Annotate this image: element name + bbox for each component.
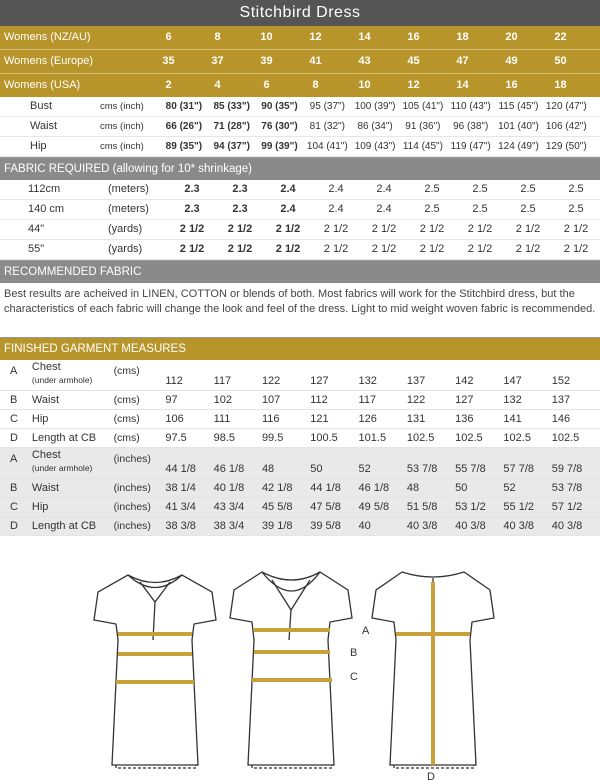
garment-value: 97.5 — [165, 432, 187, 444]
size-value: 6 — [263, 79, 270, 91]
fabric-value: 2.3 — [232, 183, 248, 195]
garment-value: 57 7/8 — [503, 463, 535, 475]
garment-value: 47 5/8 — [310, 501, 341, 513]
size-value: 8 — [312, 79, 319, 91]
garment-value: 40 — [358, 520, 371, 532]
fabric-width: 112cm — [28, 183, 61, 195]
measure-value: 89 (35") — [165, 141, 203, 152]
garment-value: 46 1/8 — [213, 463, 245, 475]
garment-value: 102.5 — [455, 432, 483, 444]
measure-unit: cms (inch) — [100, 141, 144, 152]
size-value: 14 — [358, 31, 371, 43]
measure-value: 66 (26") — [165, 121, 203, 132]
garment-value: 132 — [503, 394, 522, 406]
garment-value: 101.5 — [358, 432, 387, 444]
measure-name: Hip — [30, 140, 47, 152]
fabric-unit: (yards) — [108, 243, 143, 255]
size-value: 4 — [214, 79, 221, 91]
garment-value: 100.5 — [310, 432, 338, 444]
fabric-value: 2.5 — [520, 183, 536, 195]
garment-value: 99.5 — [261, 432, 284, 444]
fabric-row — [0, 180, 600, 200]
measure-value: 81 (32") — [309, 121, 345, 132]
garment-value: 40 3/8 — [551, 520, 583, 532]
garment-value: 40 3/8 — [503, 520, 535, 532]
fabric-value: 2 1/2 — [515, 243, 541, 255]
fabric-unit: (meters) — [108, 183, 149, 195]
garment-value: 44 1/8 — [310, 482, 341, 494]
size-value: 14 — [456, 79, 469, 91]
fabric-value: 2.5 — [472, 203, 488, 215]
size-value: 22 — [554, 31, 567, 43]
fabric-value: 2.4 — [280, 203, 296, 215]
fabric-value: 2.4 — [376, 203, 392, 215]
fabric-row — [0, 220, 600, 240]
fabric-required-heading: FABRIC REQUIRED (allowing for 10* shrinkage) — [0, 157, 600, 180]
garment-row — [0, 429, 600, 448]
size-value: 18 — [554, 79, 567, 91]
garment-value: 116 — [261, 413, 280, 425]
size-value: 35 — [162, 55, 175, 67]
garment-row — [0, 517, 600, 536]
garment-value: 45 5/8 — [261, 501, 293, 513]
size-row — [0, 74, 600, 97]
garment-value: 106 — [165, 413, 184, 425]
garment-value: 117 — [358, 394, 377, 406]
fabric-value: 2 1/2 — [467, 243, 493, 255]
fabric-width: 44" — [28, 223, 45, 235]
fabric-unit: (yards) — [108, 223, 143, 235]
garment-unit: (inches) — [113, 453, 151, 465]
garment-value: 112 — [165, 375, 183, 387]
fabric-value: 2 1/2 — [563, 243, 589, 255]
garment-value: 102.5 — [551, 432, 580, 444]
fabric-required-table — [0, 180, 600, 260]
measure-value: 120 (47") — [545, 101, 587, 112]
fabric-width: 140 cm — [28, 203, 65, 215]
garment-row — [0, 391, 600, 410]
garment-value: 49 5/8 — [358, 501, 390, 513]
size-value: 39 — [260, 55, 273, 67]
fabric-value: 2.4 — [280, 183, 296, 195]
garment-value: 59 7/8 — [551, 463, 583, 475]
size-value: 20 — [505, 31, 518, 43]
size-value: 50 — [554, 55, 567, 67]
garment-value: 122 — [406, 394, 426, 406]
fabric-value: 2.5 — [520, 203, 536, 215]
garment-row — [0, 479, 600, 498]
measure-value: 85 (33") — [213, 101, 250, 112]
size-row — [0, 50, 600, 74]
garment-letter: A — [10, 365, 18, 377]
garment-row — [0, 410, 600, 429]
garment-name-sub: (under armhole) — [31, 375, 93, 385]
dress-illustration — [0, 560, 600, 780]
measure-unit: cms (inch) — [100, 101, 144, 112]
label-d: D — [427, 771, 435, 780]
garment-value: 55 7/8 — [455, 463, 486, 475]
measure-row — [0, 137, 600, 157]
fabric-value: 2 1/2 — [227, 223, 253, 235]
garment-value: 44 1/8 — [165, 463, 196, 475]
size-value: 16 — [407, 31, 420, 43]
measure-unit: cms (inch) — [100, 121, 144, 132]
size-value: 12 — [309, 31, 322, 43]
garment-value: 57 1/2 — [551, 501, 583, 513]
garment-value: 98.5 — [213, 432, 236, 444]
size-value: 18 — [456, 31, 469, 43]
fabric-value: 2.5 — [424, 183, 440, 195]
fabric-value: 2.4 — [328, 183, 344, 195]
measure-value: 80 (31") — [165, 101, 203, 112]
garment-value: 152 — [551, 375, 571, 387]
fabric-value: 2.3 — [184, 203, 200, 215]
garment-value: 142 — [455, 375, 474, 387]
garment-value: 127 — [455, 394, 474, 406]
garment-value: 117 — [213, 375, 232, 387]
garment-value: 132 — [358, 375, 377, 387]
measure-value: 106 (42") — [545, 121, 587, 132]
garment-value: 50 — [310, 463, 323, 475]
garment-value: 52 — [503, 482, 516, 494]
fabric-row — [0, 200, 600, 220]
garment-unit: (cms) — [113, 394, 140, 406]
fabric-value: 2 1/2 — [467, 223, 493, 235]
size-value: 10 — [358, 79, 371, 91]
fabric-value: 2 1/2 — [275, 223, 301, 235]
fabric-value: 2.5 — [568, 183, 584, 195]
size-header-block — [0, 26, 600, 97]
measure-value: 94 (37") — [213, 141, 250, 152]
measure-value: 105 (41") — [402, 101, 444, 112]
garment-name-text: Length at CB — [31, 432, 97, 444]
garment-letter: A — [10, 453, 18, 465]
measure-value: 109 (43") — [354, 141, 396, 152]
garment-unit: (cms) — [113, 365, 140, 377]
garment-value: 102.5 — [503, 432, 531, 444]
fabric-width: 55" — [28, 243, 45, 255]
size-row — [0, 26, 600, 50]
garment-name — [32, 448, 114, 478]
dress-front-view-2 — [230, 572, 352, 768]
fabric-value: 2 1/2 — [419, 243, 445, 255]
fabric-value: 2.5 — [472, 183, 488, 195]
dress-front-view — [94, 575, 216, 768]
measure-value: 124 (49") — [498, 141, 539, 152]
garment-value: 53 7/8 — [406, 463, 438, 475]
garment-name-text: Waist — [31, 482, 59, 494]
garment-value: 122 — [261, 375, 281, 387]
measure-value: 100 (39") — [354, 101, 396, 112]
garment-value: 102.5 — [406, 432, 435, 444]
garment-value: 39 5/8 — [310, 520, 341, 532]
page-title: Stitchbird Dress — [0, 0, 600, 26]
garment-value: 42 1/8 — [261, 482, 293, 494]
measure-value: 115 (45") — [498, 101, 539, 112]
garment-name-sub: (under armhole) — [31, 463, 93, 473]
garment-name-text: Chest — [31, 449, 61, 461]
garment-value: 50 — [455, 482, 468, 494]
measure-value: 95 (37") — [309, 101, 345, 112]
garment-value: 41 3/4 — [165, 501, 196, 513]
fabric-value: 2.3 — [184, 183, 200, 195]
garment-name — [32, 391, 114, 409]
fabric-value: 2 1/2 — [371, 223, 397, 235]
measure-value: 104 (41") — [306, 141, 348, 152]
finished-garment-heading: FINISHED GARMENT MEASURES — [0, 337, 600, 360]
fabric-unit: (meters) — [108, 203, 149, 215]
garment-value: 111 — [213, 413, 231, 425]
size-value: 6 — [165, 31, 172, 43]
garment-letter: C — [10, 413, 18, 425]
garment-value: 38 1/4 — [165, 482, 196, 494]
garment-value: 43 3/4 — [213, 501, 245, 513]
garment-value: 126 — [358, 413, 377, 425]
measure-name: Waist — [30, 120, 58, 132]
garment-value: 146 — [551, 413, 571, 425]
garment-value: 48 — [261, 463, 275, 475]
label-b: B — [350, 647, 358, 659]
fabric-value: 2 1/2 — [515, 223, 541, 235]
garment-value: 137 — [551, 394, 571, 406]
measure-value: 110 (43") — [450, 101, 491, 112]
fabric-value: 2 1/2 — [323, 223, 349, 235]
garment-letter: B — [10, 394, 18, 406]
measure-row — [0, 117, 600, 137]
size-value: 8 — [214, 31, 221, 43]
garment-row — [0, 360, 600, 391]
garment-unit: (inches) — [113, 501, 151, 513]
fabric-value: 2 1/2 — [227, 243, 253, 255]
size-row-label: Womens (NZ/AU) — [4, 31, 91, 43]
fabric-value: 2.4 — [376, 183, 392, 195]
size-value: 45 — [407, 55, 420, 67]
fabric-value: 2 1/2 — [563, 223, 589, 235]
fabric-value: 2.4 — [328, 203, 344, 215]
fabric-row — [0, 240, 600, 260]
garment-value: 121 — [310, 413, 329, 425]
size-value: 37 — [211, 55, 224, 67]
garment-value: 39 1/8 — [261, 520, 293, 532]
garment-value: 147 — [503, 375, 522, 387]
garment-row — [0, 448, 600, 479]
garment-name-text: Length at CB — [31, 520, 97, 532]
garment-value: 40 1/8 — [213, 482, 245, 494]
garment-value: 55 1/2 — [503, 501, 535, 513]
garment-value: 137 — [406, 375, 426, 387]
garment-letter: D — [10, 520, 18, 532]
garment-unit: (cms) — [113, 413, 140, 425]
measure-value: 114 (45") — [402, 141, 443, 152]
garment-value: 40 3/8 — [406, 520, 438, 532]
garment-value: 51 5/8 — [406, 501, 438, 513]
size-value: 49 — [505, 55, 518, 67]
garment-value: 38 3/8 — [165, 520, 196, 532]
size-value: 43 — [358, 55, 371, 67]
garment-name — [32, 360, 114, 390]
fabric-value: 2.5 — [424, 203, 440, 215]
size-row-label: Womens (USA) — [4, 79, 81, 91]
measure-value: 101 (40") — [498, 121, 539, 132]
garment-value: 46 1/8 — [358, 482, 390, 494]
garment-name-text: Chest — [31, 361, 61, 373]
measure-value: 119 (47") — [450, 141, 491, 152]
garment-name-text: Hip — [31, 413, 49, 425]
garment-value: 107 — [261, 394, 281, 406]
fabric-value: 2 1/2 — [179, 243, 205, 255]
size-value: 16 — [505, 79, 518, 91]
garment-value: 112 — [310, 394, 328, 406]
fabric-value: 2 1/2 — [371, 243, 397, 255]
size-value: 2 — [165, 79, 172, 91]
garment-letter: C — [10, 501, 18, 513]
finished-garment-table — [0, 360, 600, 536]
measure-value: 71 (28") — [213, 121, 250, 132]
garment-name — [32, 479, 114, 497]
garment-value: 97 — [165, 394, 178, 406]
garment-name-text: Waist — [31, 394, 59, 406]
garment-letter: B — [10, 482, 18, 494]
garment-unit: (inches) — [113, 482, 151, 494]
fabric-value: 2.5 — [568, 203, 584, 215]
label-c: C — [350, 671, 358, 683]
measure-name: Bust — [30, 100, 53, 112]
garment-unit: (cms) — [113, 432, 140, 444]
garment-letter: D — [10, 432, 18, 444]
garment-name — [32, 517, 114, 535]
garment-value: 131 — [406, 413, 426, 425]
size-value: 10 — [260, 31, 273, 43]
garment-value: 53 1/2 — [455, 501, 486, 513]
garment-value: 136 — [455, 413, 474, 425]
measure-value: 99 (39") — [261, 141, 298, 152]
size-row-label: Womens (Europe) — [4, 55, 94, 67]
size-value: 41 — [309, 55, 322, 67]
garment-value: 53 7/8 — [551, 482, 583, 494]
body-measures-table — [0, 97, 600, 157]
fabric-value: 2 1/2 — [275, 243, 301, 255]
label-a: A — [362, 625, 370, 637]
fabric-value: 2 1/2 — [323, 243, 349, 255]
recommended-fabric-text: Best results are acheived in LINEN, COTTON or blends of both. Most fabrics will work for the Stitchbird dress, but the characteristics of each fabric will change the look and feel of the dress. Light to mid weight woven fabric is recommended. — [4, 288, 596, 315]
garment-name — [32, 429, 114, 447]
measure-value: 76 (30") — [261, 121, 298, 132]
garment-name — [32, 498, 114, 516]
size-value: 12 — [407, 79, 420, 91]
measure-value: 129 (50") — [545, 141, 587, 152]
garment-unit: (inches) — [113, 520, 151, 532]
garment-row — [0, 498, 600, 517]
measure-value: 86 (34") — [357, 121, 393, 132]
size-value: 47 — [456, 55, 469, 67]
garment-value: 141 — [503, 413, 522, 425]
measure-value: 91 (36") — [405, 121, 441, 132]
measure-value: 96 (38") — [453, 121, 489, 132]
garment-value: 38 3/4 — [213, 520, 245, 532]
garment-value: 52 — [358, 463, 371, 475]
fabric-value: 2 1/2 — [179, 223, 205, 235]
garment-value: 102 — [213, 394, 232, 406]
garment-value: 48 — [406, 482, 420, 494]
garment-name — [32, 410, 114, 428]
garment-name-text: Hip — [31, 501, 49, 513]
measure-value: 90 (35") — [261, 101, 298, 112]
measure-row — [0, 97, 600, 117]
fabric-value: 2 1/2 — [419, 223, 445, 235]
fabric-value: 2.3 — [232, 203, 248, 215]
garment-value: 40 3/8 — [455, 520, 486, 532]
recommended-fabric-heading: RECOMMENDED FABRIC — [0, 260, 600, 283]
garment-value: 127 — [310, 375, 329, 387]
